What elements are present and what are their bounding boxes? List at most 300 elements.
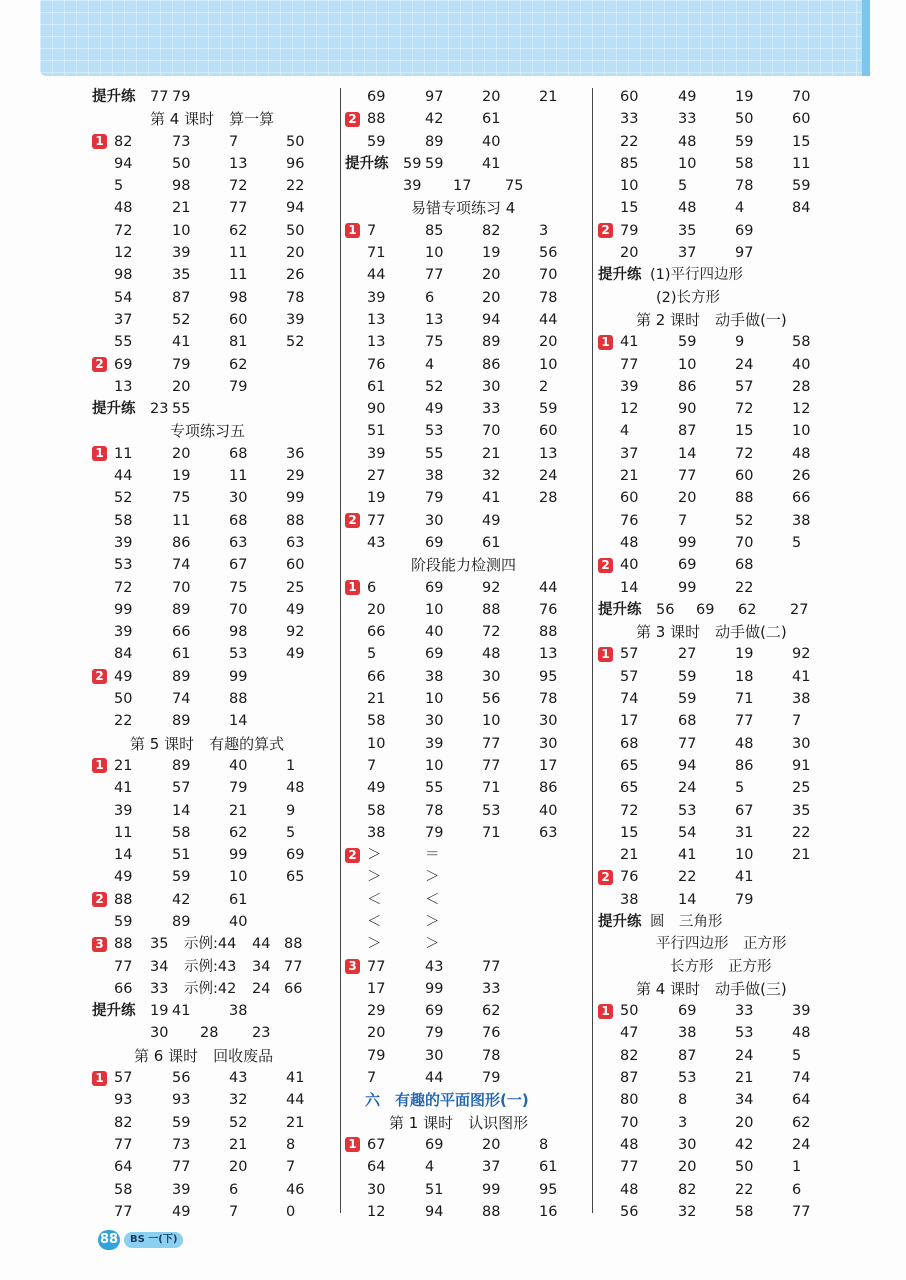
answer-value: 60 <box>229 311 248 328</box>
answer-value: ＞ <box>425 913 440 930</box>
question-number-badge: 1 <box>92 134 107 149</box>
section-heading-line <box>345 1089 585 1111</box>
answer-line <box>345 510 585 532</box>
answer-value: 96 <box>286 155 305 172</box>
answer-line <box>598 643 838 665</box>
answer-value: 38 <box>792 691 811 708</box>
lesson-title: 第 3 课时 动手做(二) <box>636 623 787 642</box>
answer-value: 79 <box>735 891 754 908</box>
answer-value: 5 <box>114 178 124 195</box>
answer-value: 23 <box>252 1025 271 1042</box>
answer-value: 66 <box>792 490 811 507</box>
answer-value: 40 <box>620 557 639 574</box>
answer-value: 39 <box>367 445 386 462</box>
answer-value: 13 <box>114 378 133 395</box>
answer-value: 89 <box>425 133 444 150</box>
section-heading-line <box>598 978 838 1000</box>
answer-value: 65 <box>620 757 639 774</box>
answer-value: 1 <box>792 1159 802 1176</box>
section-heading-line <box>345 554 585 576</box>
answer-line <box>92 866 332 888</box>
answer-value: 89 <box>482 334 501 351</box>
answer-value: ＞ <box>367 847 382 864</box>
answer-value: 19 <box>367 490 386 507</box>
answer-value: 64 <box>114 1159 133 1176</box>
answer-value: 88 <box>482 1203 501 1220</box>
answer-line <box>345 153 585 175</box>
answer-line <box>92 777 332 799</box>
answer-value: 76 <box>482 1025 501 1042</box>
column-divider-2 <box>592 88 593 1213</box>
answer-value: 24 <box>735 356 754 373</box>
answer-line <box>345 933 585 955</box>
answer-value: 4 <box>620 423 630 440</box>
unit-title: 六 有趣的平面图形(一) <box>365 1091 529 1110</box>
answer-line <box>345 866 585 888</box>
answer-line <box>345 175 585 197</box>
answer-value: 37 <box>678 245 697 262</box>
question-number-badge: 2 <box>345 112 360 127</box>
answer-line <box>92 354 332 376</box>
answer-value: 39 <box>792 1003 811 1020</box>
answer-value: 9 <box>735 334 745 351</box>
answer-value: 75 <box>505 178 524 195</box>
question-number-badge: 1 <box>92 1071 107 1086</box>
answer-value: 21 <box>172 200 191 217</box>
answer-line <box>598 577 838 599</box>
answer-value: 77 <box>367 958 386 975</box>
lesson-title: 第 1 课时 认识图形 <box>389 1113 529 1132</box>
answer-line <box>345 220 585 242</box>
answer-value: 27 <box>367 468 386 485</box>
answer-line <box>345 1201 585 1223</box>
answer-value: 61 <box>539 1159 558 1176</box>
answer-value: 74 <box>172 557 191 574</box>
answer-value: 59 <box>114 913 133 930</box>
answer-line <box>598 710 838 732</box>
answer-value: 17 <box>539 757 558 774</box>
answer-value: 57 <box>114 1070 133 1087</box>
answer-value: 20 <box>539 334 558 351</box>
answer-line <box>598 800 838 822</box>
question-number-badge: 1 <box>345 580 360 595</box>
answer-value: 63 <box>286 534 305 551</box>
section-heading-line <box>345 1112 585 1134</box>
answer-line <box>598 1067 838 1089</box>
answer-value: 90 <box>367 401 386 418</box>
answer-line <box>92 1112 332 1134</box>
answer-value: 88 <box>735 490 754 507</box>
answer-value: 79 <box>425 490 444 507</box>
answer-line <box>598 264 838 286</box>
answer-line <box>598 487 838 509</box>
answer-value: 58 <box>735 155 754 172</box>
answer-line <box>598 1022 838 1044</box>
answer-value: 55 <box>425 445 444 462</box>
answer-value: 37 <box>620 445 639 462</box>
answer-value: 13 <box>367 311 386 328</box>
answer-value: 30 <box>539 735 558 752</box>
answer-value: 85 <box>620 155 639 172</box>
answer-value: 69 <box>425 579 444 596</box>
answer-value: 43 <box>229 1070 248 1087</box>
answer-value: 28 <box>200 1025 219 1042</box>
answer-value: 68 <box>735 557 754 574</box>
answer-line <box>598 1156 838 1178</box>
answer-line <box>598 1179 838 1201</box>
lesson-title: 第 2 课时 动手做(一) <box>636 310 787 329</box>
answer-value: 33 <box>150 980 169 997</box>
answer-line <box>92 532 332 554</box>
answer-value: 57 <box>620 668 639 685</box>
answer-line <box>598 242 838 264</box>
answer-value: 12 <box>620 401 639 418</box>
answer-line <box>345 131 585 153</box>
answer-value: 10 <box>482 713 501 730</box>
answer-value: 59 <box>172 1114 191 1131</box>
answer-value: 59 <box>678 691 697 708</box>
answer-value: 98 <box>172 178 191 195</box>
answer-line <box>92 398 332 420</box>
answer-value: 64 <box>367 1159 386 1176</box>
answer-line <box>92 220 332 242</box>
answer-line <box>598 510 838 532</box>
answer-line <box>345 666 585 688</box>
answer-line <box>345 822 585 844</box>
edition-label: BS 一(下) <box>124 1232 183 1248</box>
answer-value: 17 <box>367 980 386 997</box>
answer-value: 60 <box>735 468 754 485</box>
answer-value: 41 <box>482 490 501 507</box>
answer-value: 10 <box>425 245 444 262</box>
section-heading-line <box>598 309 838 331</box>
section-heading-line <box>92 733 332 755</box>
answer-value: 41 <box>172 334 191 351</box>
answer-value: 62 <box>482 1003 501 1020</box>
section-heading-line <box>92 420 332 442</box>
answer-line <box>345 465 585 487</box>
answer-value: 77 <box>150 89 169 105</box>
answer-value: 77 <box>114 958 133 975</box>
answer-value: 60 <box>620 89 639 105</box>
answer-value: 13 <box>367 334 386 351</box>
answer-value: 99 <box>425 980 444 997</box>
answer-value: 69 <box>425 534 444 551</box>
answer-value: 66 <box>367 624 386 641</box>
answer-value: 48 <box>482 646 501 663</box>
answer-text: 平行四边形 正方形 <box>656 936 787 953</box>
answer-value: 39 <box>403 178 422 195</box>
answer-line <box>92 197 332 219</box>
answer-value: 77 <box>114 1203 133 1220</box>
column-divider-1 <box>340 88 341 1213</box>
answer-value: 77 <box>678 735 697 752</box>
page-number: 88 <box>98 1230 120 1250</box>
answer-value: 72 <box>482 624 501 641</box>
answer-value: 5 <box>286 824 296 841</box>
answer-value: 7 <box>229 1203 239 1220</box>
practice-label: 提升练 <box>92 1003 136 1020</box>
answer-value: 37 <box>114 311 133 328</box>
answer-value: 7 <box>367 222 377 239</box>
answer-value: 33 <box>620 111 639 128</box>
answer-value: 88 <box>114 891 133 908</box>
answer-value: 38 <box>425 668 444 685</box>
answer-value: ＞ <box>425 936 440 953</box>
answer-value: 3 <box>539 222 549 239</box>
answer-value: 89 <box>172 668 191 685</box>
answer-line <box>598 175 838 197</box>
answer-value: 86 <box>678 378 697 395</box>
answer-value: 79 <box>229 378 248 395</box>
answer-line <box>345 755 585 777</box>
answer-value: 76 <box>539 601 558 618</box>
answer-value: 86 <box>735 757 754 774</box>
answer-value: 41 <box>792 668 811 685</box>
answer-line <box>345 86 585 108</box>
answer-value: 24 <box>252 980 271 997</box>
answer-value: ＜ <box>367 913 382 930</box>
answer-line <box>345 331 585 353</box>
answer-value: 48 <box>620 534 639 551</box>
answer-line <box>598 1000 838 1022</box>
answer-value: 67 <box>735 802 754 819</box>
answer-value: 59 <box>367 133 386 150</box>
answer-value: 13 <box>229 155 248 172</box>
answer-value: 32 <box>229 1092 248 1109</box>
answer-value: 82 <box>114 1114 133 1131</box>
question-number-badge: 3 <box>92 937 107 952</box>
answer-value: 22 <box>735 579 754 596</box>
answer-value: 84 <box>114 646 133 663</box>
answer-value: 63 <box>539 824 558 841</box>
answer-value: 52 <box>735 512 754 529</box>
lesson-title: 专项练习五 <box>170 422 246 441</box>
answer-value: 21 <box>286 1114 305 1131</box>
answer-value: 21 <box>229 1136 248 1153</box>
lesson-title: 第 5 课时 有趣的算式 <box>130 734 285 753</box>
answer-value: 53 <box>735 1025 754 1042</box>
answer-value: 8 <box>539 1136 549 1153</box>
answer-value: 39 <box>114 624 133 641</box>
answer-value: 19 <box>735 89 754 105</box>
answer-value: 94 <box>286 200 305 217</box>
answer-value: 50 <box>620 1003 639 1020</box>
answer-line <box>598 1112 838 1134</box>
answer-value: 82 <box>482 222 501 239</box>
answer-line <box>92 1067 332 1089</box>
answer-value: 89 <box>172 601 191 618</box>
answer-value: 30 <box>425 1047 444 1064</box>
answer-value: 78 <box>539 691 558 708</box>
answer-line <box>92 554 332 576</box>
answer-value: 41 <box>678 847 697 864</box>
answer-value: 4 <box>425 1159 435 1176</box>
answer-value: 76 <box>620 869 639 886</box>
answer-line <box>92 889 332 911</box>
answer-value: 21 <box>620 468 639 485</box>
answer-value: 80 <box>620 1092 639 1109</box>
answer-value: 5 <box>792 1047 802 1064</box>
answer-line <box>345 354 585 376</box>
answer-value: 20 <box>172 378 191 395</box>
answer-value: 95 <box>539 1181 558 1198</box>
answer-line <box>598 1089 838 1111</box>
answer-line <box>345 800 585 822</box>
answer-value: 30 <box>425 512 444 529</box>
answer-value: 40 <box>792 356 811 373</box>
answer-value: 11 <box>229 245 248 262</box>
answer-line <box>598 956 838 978</box>
answer-line <box>598 532 838 554</box>
answer-value: 10 <box>620 178 639 195</box>
answer-value: 13 <box>539 445 558 462</box>
answer-value: 46 <box>286 1181 305 1198</box>
answer-value: 67 <box>229 557 248 574</box>
answer-line <box>345 643 585 665</box>
answer-line <box>92 933 332 955</box>
answer-value: 87 <box>678 423 697 440</box>
answer-line <box>92 800 332 822</box>
answer-value: 70 <box>229 601 248 618</box>
answer-value: 92 <box>482 579 501 596</box>
answer-value: 61 <box>367 378 386 395</box>
answer-value: 24 <box>735 1047 754 1064</box>
answer-value: 50 <box>114 691 133 708</box>
answer-value: 16 <box>539 1203 558 1220</box>
question-number-badge: 2 <box>598 558 613 573</box>
answer-value: 57 <box>172 780 191 797</box>
answer-value: 26 <box>792 468 811 485</box>
answer-value: 43 <box>367 534 386 551</box>
answer-line <box>92 153 332 175</box>
answer-value: 22 <box>792 824 811 841</box>
answer-value: 89 <box>172 757 191 774</box>
section-heading-line <box>92 108 332 130</box>
answer-value: 41 <box>172 1003 191 1020</box>
answer-value: 30 <box>792 735 811 752</box>
answer-line <box>92 309 332 331</box>
header-band-edge <box>862 0 870 76</box>
answer-value: 10 <box>425 691 444 708</box>
answer-value: 15 <box>620 824 639 841</box>
answer-value: 10 <box>367 735 386 752</box>
answer-value: 86 <box>482 356 501 373</box>
answer-value: 14 <box>172 802 191 819</box>
answer-value: 78 <box>482 1047 501 1064</box>
answer-value: 59 <box>539 401 558 418</box>
answer-value: 33 <box>482 980 501 997</box>
answer-value: 28 <box>539 490 558 507</box>
answer-line <box>598 197 838 219</box>
answer-value: 66 <box>114 980 133 997</box>
answer-line <box>92 510 332 532</box>
answer-line <box>92 331 332 353</box>
answer-value: 18 <box>735 668 754 685</box>
answer-text: 圆 三角形 <box>650 913 723 930</box>
answer-line <box>598 733 838 755</box>
answer-value: 34 <box>150 958 169 975</box>
answer-value: 77 <box>284 958 303 975</box>
answer-value: 77 <box>425 267 444 284</box>
answer-value: 13 <box>539 646 558 663</box>
answer-value: 20 <box>172 445 191 462</box>
answer-value: 10 <box>229 869 248 886</box>
answer-line <box>92 599 332 621</box>
answer-line <box>598 822 838 844</box>
answer-line <box>598 443 838 465</box>
answer-value: 64 <box>792 1092 811 1109</box>
answer-value: 93 <box>114 1092 133 1109</box>
question-number-badge: 2 <box>598 223 613 238</box>
answer-value: 66 <box>367 668 386 685</box>
answer-value: 5 <box>735 780 745 797</box>
answer-value: 68 <box>229 512 248 529</box>
answer-value: 22 <box>678 869 697 886</box>
answer-value: 93 <box>172 1092 191 1109</box>
answer-value: 48 <box>678 200 697 217</box>
answer-value: 56 <box>656 601 675 618</box>
answer-line <box>345 398 585 420</box>
answer-value: 62 <box>738 601 757 618</box>
answer-value: 41 <box>735 869 754 886</box>
answer-value: 78 <box>425 802 444 819</box>
answer-value: 21 <box>367 691 386 708</box>
answer-value: 55 <box>172 401 191 418</box>
answer-value: 22 <box>114 713 133 730</box>
answer-value: 20 <box>482 89 501 105</box>
answer-value: 61 <box>482 111 501 128</box>
answer-line <box>345 599 585 621</box>
answer-value: 40 <box>539 802 558 819</box>
answer-value: 20 <box>367 601 386 618</box>
answer-line <box>92 131 332 153</box>
answer-value: 62 <box>792 1114 811 1131</box>
answer-value: 75 <box>172 490 191 507</box>
answer-value: 48 <box>286 780 305 797</box>
answer-value: 94 <box>678 757 697 774</box>
answer-line <box>92 443 332 465</box>
answer-value: 77 <box>620 356 639 373</box>
answer-value: 59 <box>792 178 811 195</box>
answer-value: 10 <box>425 757 444 774</box>
answer-value: 66 <box>284 980 303 997</box>
answer-line <box>345 532 585 554</box>
answer-line <box>345 108 585 130</box>
answer-value: 14 <box>114 847 133 864</box>
answer-value: 69 <box>367 89 386 105</box>
answer-value: 20 <box>678 490 697 507</box>
answer-text: (2)长方形 <box>656 289 721 306</box>
answer-value: 33 <box>678 111 697 128</box>
answer-line <box>92 710 332 732</box>
answer-value: 84 <box>792 200 811 217</box>
answer-value: 14 <box>229 713 248 730</box>
answer-value: 30 <box>678 1136 697 1153</box>
answer-line <box>598 153 838 175</box>
answer-value: 21 <box>482 445 501 462</box>
answer-value: 73 <box>172 133 191 150</box>
answer-value: 14 <box>620 579 639 596</box>
practice-label: 提升练 <box>598 267 642 284</box>
answer-value: 49 <box>678 89 697 105</box>
answer-value: 79 <box>425 1025 444 1042</box>
answer-value: 77 <box>482 958 501 975</box>
answer-value: 36 <box>286 445 305 462</box>
answer-value: 88 <box>114 936 133 953</box>
answer-value: 89 <box>172 713 191 730</box>
answer-column-2 <box>345 86 585 1223</box>
